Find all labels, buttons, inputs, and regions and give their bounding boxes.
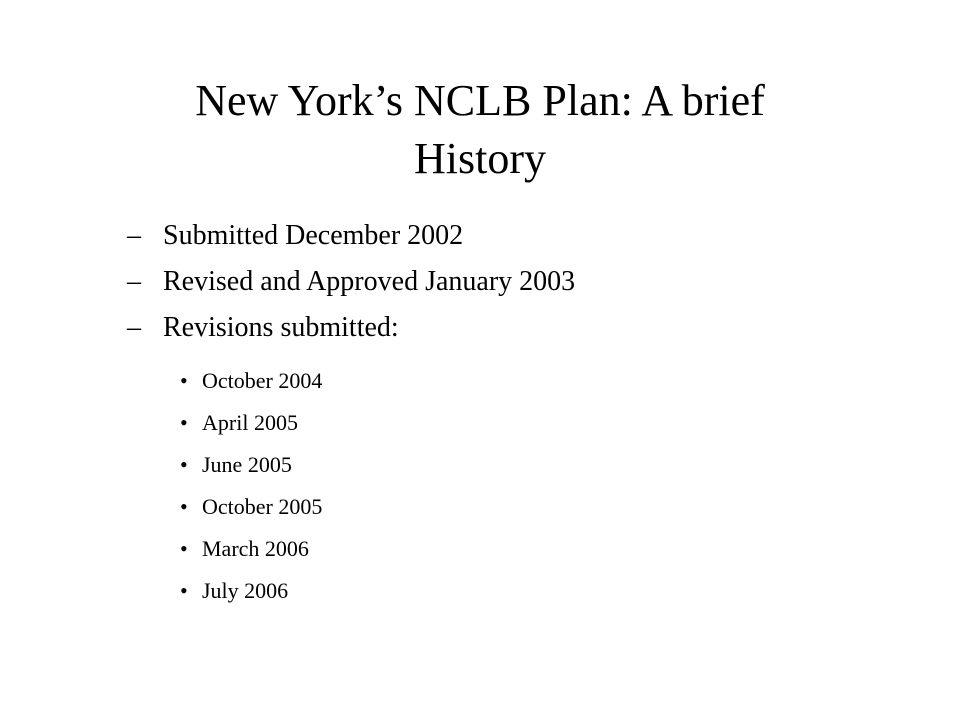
dash-marker: – xyxy=(127,312,141,343)
sublist-item-text: October 2004 xyxy=(202,368,323,393)
sublist-item-text: June 2005 xyxy=(202,452,292,477)
title-line-2: History xyxy=(414,134,546,183)
bullet-marker: • xyxy=(180,578,188,603)
sublist-item xyxy=(180,493,322,521)
sublist-item xyxy=(180,577,288,605)
sublist-item xyxy=(180,409,298,437)
list-item-revised xyxy=(127,265,575,299)
list-item-text: Submitted December 2002 xyxy=(163,220,464,251)
sublist-item xyxy=(180,451,292,479)
bullet-marker: • xyxy=(180,410,188,435)
list-item-submitted xyxy=(127,219,463,253)
bullet-marker: • xyxy=(180,494,188,519)
title-line-1: New York’s NCLB Plan: A brief xyxy=(195,76,765,125)
sublist-item xyxy=(180,367,322,395)
bullet-marker: • xyxy=(180,452,188,477)
list-item-text: Revised and Approved January 2003 xyxy=(163,266,576,297)
bullet-marker: • xyxy=(180,368,188,393)
sublist-item-text: July 2006 xyxy=(202,578,289,603)
dash-marker: – xyxy=(127,266,141,297)
dash-marker: – xyxy=(127,220,141,251)
list-item-revisions xyxy=(127,311,399,345)
bullet-marker: • xyxy=(180,536,188,561)
sublist-item-text: March 2006 xyxy=(202,536,309,561)
list-item-text: Revisions submitted: xyxy=(163,312,399,343)
sublist-item-text: October 2005 xyxy=(202,494,323,519)
sublist-item xyxy=(180,535,309,563)
sublist-item-text: April 2005 xyxy=(202,410,298,435)
